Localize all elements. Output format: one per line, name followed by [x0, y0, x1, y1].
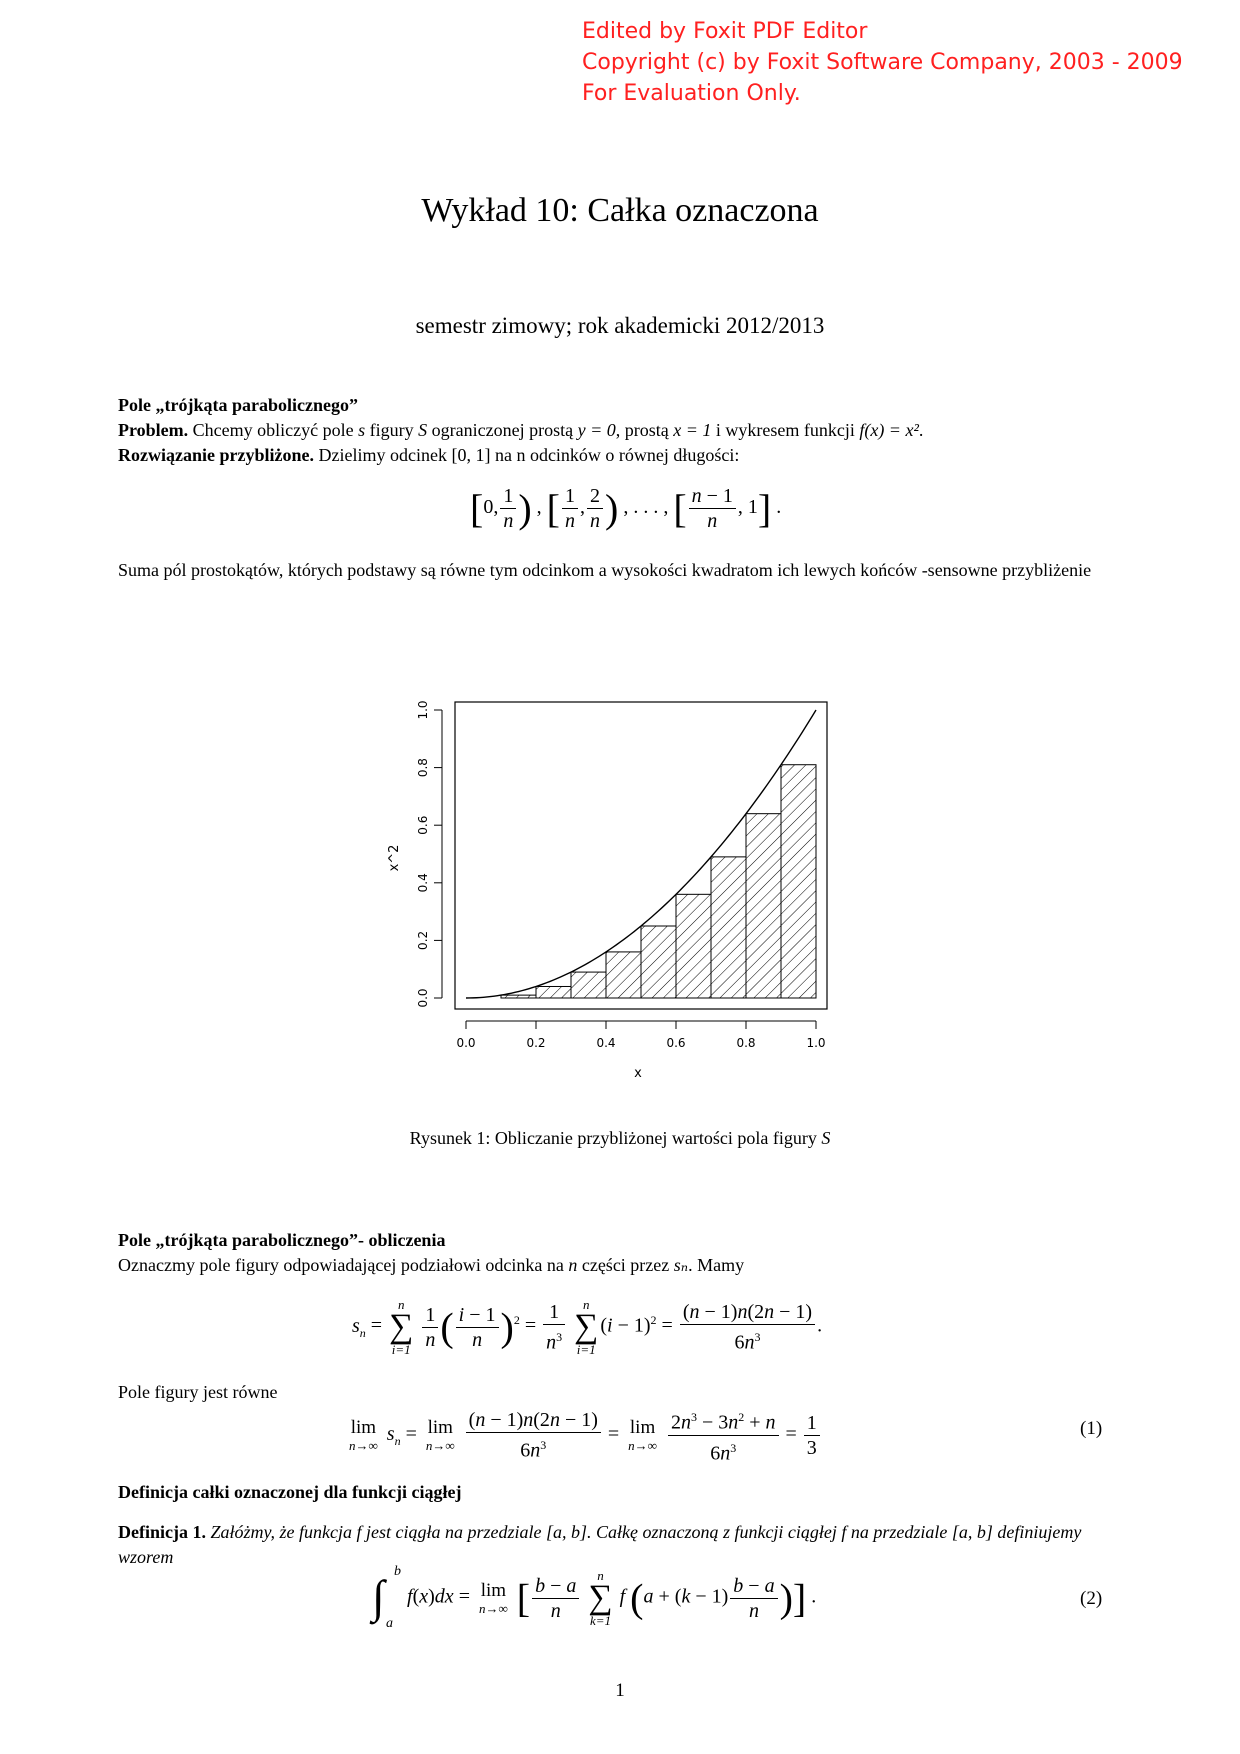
section-3-heading — [118, 1480, 1126, 1505]
s2-text-a: Oznaczmy pole figury odpowiadającej podziałowi odcinka na — [118, 1255, 564, 1275]
limit-equation: lim n→∞ $s_n$ = lim n→∞ $\frac{(n - 1)n(2n - 1)}{6n^3}$ = lim n→∞ $\frac{2n^3 - 3n^2 + n}{6n^3}$ = $\frac{1}{3}$ — [345, 1405, 822, 1465]
x-tick-label-5: 1.0 — [806, 1036, 826, 1050]
problem-text-b: figury — [369, 420, 414, 440]
y-tick-label-2: 0.4 — [416, 873, 430, 893]
problem-s: s — [358, 420, 366, 440]
problem-text-e: i wykresem funkcji — [715, 420, 855, 440]
problem-text-a: Chcemy obliczyć pole — [192, 420, 354, 440]
s2-sn: sₙ — [673, 1255, 689, 1275]
problem-end: . — [918, 420, 924, 440]
foxit-watermark — [582, 16, 1183, 109]
area-text: Pole figury jest równe — [118, 1382, 278, 1402]
equation-number-2: (2) — [1080, 1588, 1103, 1609]
problem-text-c: ograniczonej prostą — [431, 420, 574, 440]
definition-paragraph — [118, 1520, 1126, 1570]
y-tick-label-3: 0.6 — [416, 815, 430, 835]
equation-number-1: (1) — [1080, 1418, 1103, 1439]
sn-equation: $s_n$ = n ∑ i=1 $\frac{1}{n}$ ( $\frac{i - 1}{n}$ )$^2$ = $\frac{1}{n^3}$ n ∑ i=1 $(i - 1)^2$ = $\frac{(n - 1)n(2n - 1)}{6n^3}$ . — [352, 1297, 823, 1357]
watermark-line-3: For Evaluation Only. — [582, 81, 801, 106]
problem-paragraph — [118, 418, 1126, 443]
page-number: 1 — [615, 1680, 625, 1701]
s2-n: n — [568, 1255, 578, 1275]
section-1-heading-text: Pole „trójkąta parabolicznego” — [118, 395, 358, 415]
definition-label: Definicja 1. — [118, 1522, 206, 1542]
section-2-paragraph — [118, 1253, 1126, 1278]
s2-text-c: . Mamy — [688, 1255, 745, 1275]
sum-paragraph: Suma pól prostokątów, których podstawy są równe tym odcinkom a wysokości kwadratom ich lewych końców -sensowne przybliżenie — [118, 560, 1092, 580]
riemann-bar-1 — [501, 995, 536, 998]
section-3-heading-text: Definicja całki oznaczonej dla funkcji ciągłej — [118, 1482, 462, 1502]
x-tick-label-2: 0.4 — [596, 1036, 616, 1050]
problem-eq1: y = 0 — [577, 420, 616, 440]
watermark-line-2: Copyright (c) by Foxit Software Company, 2003 - 2009 — [582, 50, 1183, 75]
x-tick-label-0: 0.0 — [456, 1036, 476, 1050]
y-tick-label-4: 0.8 — [416, 758, 430, 778]
y-tick-label-1: 0.2 — [416, 930, 430, 950]
s2-text-b: części przez — [581, 1255, 670, 1275]
riemann-bar-3 — [571, 972, 606, 998]
integral-equation: ∫ b a f(x)dx = lim n→∞ [ $\frac{b - a}{n}$ n ∑ k=1 f (a + (k − 1) $\frac{b - a}{n}$ )] . — [372, 1564, 817, 1631]
riemann-bar-7 — [711, 857, 746, 998]
riemann-bar-8 — [746, 814, 781, 998]
page-title: Wykład 10: Całka oznaczona — [421, 192, 819, 229]
x-tick-label-4: 0.8 — [736, 1036, 756, 1050]
x-tick-label-3: 0.6 — [666, 1036, 686, 1050]
intervals-equation: [0, $\frac{1}{n}$ ) , [ $\frac{1}{n}$ , $\frac{2}{n}$ ) , . . . , [ $\frac{n - 1}{n}$ , 1] . — [470, 485, 782, 532]
approx-interval: [0, 1] — [451, 445, 491, 465]
riemann-bar-4 — [606, 952, 641, 998]
approx-label: Rozwiązanie przybliżone. — [118, 445, 314, 465]
problem-eq2: x = 1 — [673, 420, 712, 440]
riemann-bar-2 — [536, 986, 571, 998]
caption-text: Rysunek 1: Obliczanie przybliżonej wartości pola figury — [409, 1128, 817, 1148]
x-axis-label: x — [634, 1066, 642, 1081]
section-1-heading — [118, 393, 1126, 418]
definition-text: Załóżmy, że funkcja f jest ciągła na przedziale [a, b]. Całkę oznaczoną z funkcji ciągłej f na przedziale [a, b] definiujemy wzorem — [118, 1522, 1082, 1567]
y-tick-label-5: 1.0 — [416, 700, 430, 720]
approx-text-b: na n odcinków o równej długości: — [494, 445, 740, 465]
riemann-bar-6 — [676, 894, 711, 998]
watermark-line-1: Edited by Foxit PDF Editor — [582, 19, 868, 44]
x-tick-label-1: 0.2 — [526, 1036, 546, 1050]
problem-S: S — [418, 420, 428, 440]
y-axis-label: x^2 — [387, 844, 402, 872]
caption-symbol: S — [821, 1128, 831, 1148]
problem-label: Problem. — [118, 420, 189, 440]
problem-eq3: f(x) = x² — [859, 420, 919, 440]
section-2-heading — [118, 1228, 1126, 1253]
riemann-bar-9 — [781, 765, 816, 998]
approx-text-a: Dzielimy odcinek — [318, 445, 447, 465]
figure-caption — [0, 1128, 1240, 1149]
approx-paragraph — [118, 443, 1126, 468]
section-2-heading-text: Pole „trójkąta parabolicznego”- obliczenia — [118, 1230, 446, 1250]
riemann-sum-chart — [370, 680, 840, 1090]
riemann-bar-5 — [641, 926, 676, 998]
page-subtitle: semestr zimowy; rok akademicki 2012/2013 — [415, 313, 825, 338]
y-tick-label-0: 0.0 — [416, 988, 430, 1008]
problem-text-d: , prostą — [615, 420, 669, 440]
